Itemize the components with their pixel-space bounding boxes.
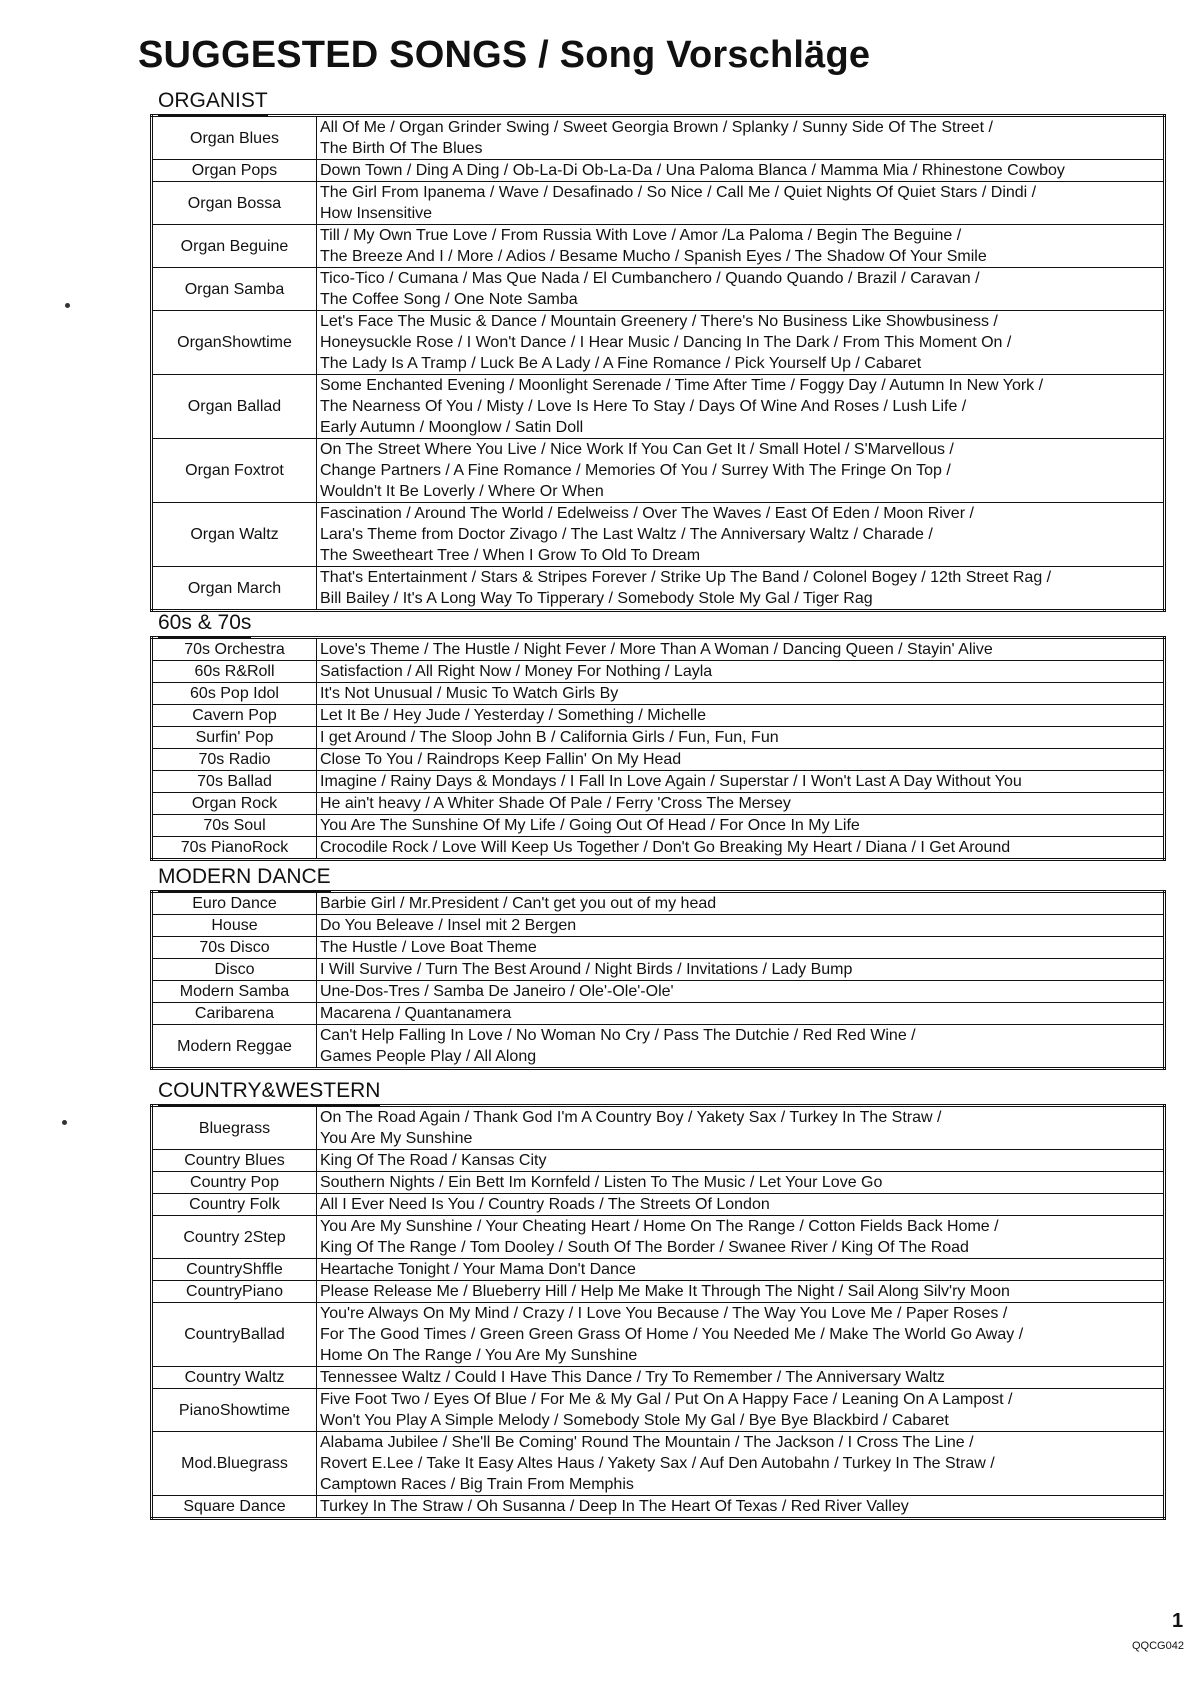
style-name: 70s PianoRock <box>152 837 317 860</box>
table-row <box>152 1194 1165 1216</box>
song-list <box>317 1216 1165 1259</box>
song-line: Une-Dos-Tres / Samba De Janeiro / Ole'-Ole'-Ole' <box>320 983 674 1000</box>
song-list <box>317 1150 1165 1172</box>
song-list <box>317 160 1165 182</box>
song-line: Home On The Range / You Are My Sunshine <box>320 1347 638 1364</box>
style-name: CountryBallad <box>152 1303 317 1367</box>
style-name: Country Waltz <box>152 1367 317 1389</box>
song-line: Love's Theme / The Hustle / Night Fever / More Than A Woman / Dancing Queen / Stayin' Alive <box>320 641 993 658</box>
style-name: Organ Waltz <box>152 503 317 567</box>
table-row <box>152 1106 1165 1150</box>
song-list <box>317 375 1165 439</box>
song-line: Tico-Tico / Cumana / Mas Que Nada / El Cumbanchero / Quando Quando / Brazil / Caravan / <box>320 270 980 287</box>
table-row <box>152 683 1165 705</box>
table-row <box>152 503 1165 567</box>
page-title: SUGGESTED SONGS / Song Vorschläge <box>138 34 871 76</box>
style-name: 60s R&Roll <box>152 661 317 683</box>
margin-punch-dot <box>65 303 70 308</box>
table-row <box>152 661 1165 683</box>
table-row <box>152 1367 1165 1389</box>
table-row <box>152 1259 1165 1281</box>
song-list <box>317 749 1165 771</box>
table-row <box>152 981 1165 1003</box>
table-row <box>152 182 1165 225</box>
song-line: Crocodile Rock / Love Will Keep Us Together / Don't Go Breaking My Heart / Diana / I Get Around <box>320 839 1011 856</box>
table-row <box>152 793 1165 815</box>
song-line: It's Not Unusual / Music To Watch Girls By <box>320 685 619 702</box>
margin-punch-dot <box>62 1120 67 1125</box>
table-row <box>152 837 1165 860</box>
style-name: Country Folk <box>152 1194 317 1216</box>
table-row <box>152 116 1165 160</box>
song-line: Lara's Theme from Doctor Zivago / The Last Waltz / The Anniversary Waltz / Charade / <box>320 526 933 543</box>
style-name: Country Blues <box>152 1150 317 1172</box>
song-list <box>317 892 1165 915</box>
song-line: Won't You Play A Simple Melody / Somebody Stole My Gal / Bye Bye Blackbird / Cabaret <box>320 1412 949 1429</box>
song-line: You Are The Sunshine Of My Life / Going Out Of Head / For Once In My Life <box>320 817 860 834</box>
style-name: 60s Pop Idol <box>152 683 317 705</box>
style-name: Organ Bossa <box>152 182 317 225</box>
song-line: King Of The Range / Tom Dooley / South Of The Border / Swanee River / King Of The Road <box>320 1239 969 1256</box>
song-line: On The Street Where You Live / Nice Work If You Can Get It / Small Hotel / S'Marvellous / <box>320 441 954 458</box>
song-list <box>317 771 1165 793</box>
song-line: I get Around / The Sloop John B / California Girls / Fun, Fun, Fun <box>320 729 779 746</box>
section-title: ORGANIST <box>158 88 268 116</box>
song-line: Macarena / Quantanamera <box>320 1005 512 1022</box>
song-line: The Birth Of The Blues <box>320 140 483 157</box>
table-row <box>152 1172 1165 1194</box>
style-name: Organ Rock <box>152 793 317 815</box>
style-name: Organ Ballad <box>152 375 317 439</box>
style-name: Organ Blues <box>152 116 317 160</box>
song-line: Let It Be / Hey Jude / Yesterday / Something / Michelle <box>320 707 706 724</box>
song-list <box>317 1303 1165 1367</box>
song-line: The Lady Is A Tramp / Luck Be A Lady / A Fine Romance / Pick Yourself Up / Cabaret <box>320 355 922 372</box>
song-line: Satisfaction / All Right Now / Money For Nothing / Layla <box>320 663 713 680</box>
song-list <box>317 638 1165 661</box>
table-row <box>152 705 1165 727</box>
style-name: 70s Orchestra <box>152 638 317 661</box>
song-list <box>317 937 1165 959</box>
style-name: 70s Ballad <box>152 771 317 793</box>
song-line: All Of Me / Organ Grinder Swing / Sweet Georgia Brown / Splanky / Sunny Side Of The Street / <box>320 119 993 136</box>
song-list <box>317 793 1165 815</box>
section-title: MODERN DANCE <box>158 864 331 892</box>
table-row <box>152 225 1165 268</box>
style-name: 70s Disco <box>152 937 317 959</box>
song-list <box>317 981 1165 1003</box>
song-line: Camptown Races / Big Train From Memphis <box>320 1476 634 1493</box>
section-country-western <box>150 1078 1166 1520</box>
song-list <box>317 1106 1165 1150</box>
song-line: Tennessee Waltz / Could I Have This Dance / Try To Remember / The Anniversary Waltz <box>320 1369 945 1386</box>
song-list <box>317 503 1165 567</box>
table-row <box>152 1025 1165 1069</box>
page-number: 1 <box>1172 1610 1184 1632</box>
song-line: Rovert E.Lee / Take It Easy Altes Haus / Yakety Sax / Auf Den Autobahn / Turkey In The Straw / <box>320 1455 995 1472</box>
table-row <box>152 567 1165 611</box>
song-line: Imagine / Rainy Days & Mondays / I Fall In Love Again / Superstar / I Won't Last A Day Without You <box>320 773 1022 790</box>
style-name: Modern Samba <box>152 981 317 1003</box>
song-line: That's Entertainment / Stars & Stripes Forever / Strike Up The Band / Colonel Bogey / 12th Street Rag / <box>320 569 1052 586</box>
table-row <box>152 959 1165 981</box>
song-line: You're Always On My Mind / Crazy / I Love You Because / The Way You Love Me / Paper Roses / <box>320 1305 1008 1322</box>
table-row <box>152 892 1165 915</box>
song-line: Change Partners / A Fine Romance / Memories Of You / Surrey With The Fringe On Top / <box>320 462 951 479</box>
style-name: Square Dance <box>152 1496 317 1519</box>
table-row <box>152 1216 1165 1259</box>
song-list <box>317 116 1165 160</box>
song-list <box>317 1496 1165 1519</box>
song-list <box>317 439 1165 503</box>
song-line: Games People Play / All Along <box>320 1048 537 1065</box>
song-list <box>317 815 1165 837</box>
table-row <box>152 1432 1165 1496</box>
style-name: Organ March <box>152 567 317 611</box>
table-row <box>152 311 1165 375</box>
section-60s-70s <box>150 610 1166 861</box>
song-list <box>317 1172 1165 1194</box>
table-row <box>152 1389 1165 1432</box>
table-row <box>152 815 1165 837</box>
song-line: On The Road Again / Thank God I'm A Country Boy / Yakety Sax / Turkey In The Straw / <box>320 1109 942 1126</box>
style-name: Cavern Pop <box>152 705 317 727</box>
section-organist <box>150 88 1166 612</box>
song-list <box>317 1389 1165 1432</box>
song-list <box>317 1281 1165 1303</box>
song-line: The Hustle / Love Boat Theme <box>320 939 537 956</box>
song-line: Down Town / Ding A Ding / Ob-La-Di Ob-La-Da / Una Paloma Blanca / Mamma Mia / Rhinestone Cowboy <box>320 162 1065 179</box>
table-row <box>152 439 1165 503</box>
style-name: Mod.Bluegrass <box>152 1432 317 1496</box>
style-name: CountryPiano <box>152 1281 317 1303</box>
table-row <box>152 727 1165 749</box>
table-row <box>152 268 1165 311</box>
style-name: Organ Beguine <box>152 225 317 268</box>
style-name: Modern Reggae <box>152 1025 317 1069</box>
song-line: Fascination / Around The World / Edelweiss / Over The Waves / East Of Eden / Moon River / <box>320 505 974 522</box>
song-list <box>317 837 1165 860</box>
song-line: Please Release Me / Blueberry Hill / Help Me Make It Through The Night / Sail Along Silv'ry Moon <box>320 1283 1010 1300</box>
style-name: CountryShffle <box>152 1259 317 1281</box>
song-line: Can't Help Falling In Love / No Woman No Cry / Pass The Dutchie / Red Red Wine / <box>320 1027 916 1044</box>
song-list <box>317 683 1165 705</box>
table-row <box>152 771 1165 793</box>
song-list <box>317 1194 1165 1216</box>
section-title: 60s & 70s <box>158 610 251 638</box>
song-line: Till / My Own True Love / From Russia With Love / Amor /La Paloma / Begin The Beguine / <box>320 227 962 244</box>
song-line: The Breeze And I / More / Adios / Besame Mucho / Spanish Eyes / The Shadow Of Your Smile <box>320 248 987 265</box>
song-line: The Nearness Of You / Misty / Love Is Here To Stay / Days Of Wine And Roses / Lush Life / <box>320 398 967 415</box>
section-modern-dance <box>150 864 1166 1070</box>
style-name: Country 2Step <box>152 1216 317 1259</box>
style-name: Bluegrass <box>152 1106 317 1150</box>
style-name: Caribarena <box>152 1003 317 1025</box>
song-list <box>317 1259 1165 1281</box>
song-list <box>317 727 1165 749</box>
style-name: Organ Samba <box>152 268 317 311</box>
table-row <box>152 937 1165 959</box>
song-list <box>317 182 1165 225</box>
song-list <box>317 225 1165 268</box>
song-list <box>317 311 1165 375</box>
style-name: Country Pop <box>152 1172 317 1194</box>
table-row <box>152 160 1165 182</box>
style-name: Disco <box>152 959 317 981</box>
song-line: Southern Nights / Ein Bett Im Kornfeld / Listen To The Music / Let Your Love Go <box>320 1174 883 1191</box>
song-table <box>150 890 1166 1070</box>
song-list <box>317 915 1165 937</box>
song-line: King Of The Road / Kansas City <box>320 1152 547 1169</box>
song-line: You Are My Sunshine / Your Cheating Heart / Home On The Range / Cotton Fields Back Home / <box>320 1218 999 1235</box>
style-name: 70s Soul <box>152 815 317 837</box>
song-line: All I Ever Need Is You / Country Roads / The Streets Of London <box>320 1196 770 1213</box>
song-list <box>317 661 1165 683</box>
song-line: For The Good Times / Green Green Grass Of Home / You Needed Me / Make The World Go Away / <box>320 1326 1024 1343</box>
song-line: Bill Bailey / It's A Long Way To Tipperary / Somebody Stole My Gal / Tiger Rag <box>320 590 873 607</box>
song-line: Five Foot Two / Eyes Of Blue / For Me & My Gal / Put On A Happy Face / Leaning On A Lampost / <box>320 1391 1013 1408</box>
song-list <box>317 705 1165 727</box>
song-list <box>317 1367 1165 1389</box>
table-row <box>152 1496 1165 1519</box>
song-line: Heartache Tonight / Your Mama Don't Dance <box>320 1261 636 1278</box>
song-line: Close To You / Raindrops Keep Fallin' On My Head <box>320 751 682 768</box>
song-line: Early Autumn / Moonglow / Satin Doll <box>320 419 584 436</box>
song-list <box>317 567 1165 611</box>
style-name: Euro Dance <box>152 892 317 915</box>
page-code: QQCG042 <box>1132 1640 1184 1652</box>
style-name: Organ Pops <box>152 160 317 182</box>
song-line: The Girl From Ipanema / Wave / Desafinado / So Nice / Call Me / Quiet Nights Of Quiet Stars / Dindi / <box>320 184 1037 201</box>
song-line: The Coffee Song / One Note Samba <box>320 291 578 308</box>
song-line: Turkey In The Straw / Oh Susanna / Deep In The Heart Of Texas / Red River Valley <box>320 1498 909 1515</box>
song-line: Barbie Girl / Mr.President / Can't get you out of my head <box>320 895 717 912</box>
song-table <box>150 636 1166 861</box>
song-list <box>317 268 1165 311</box>
song-table <box>150 114 1166 612</box>
table-row <box>152 1150 1165 1172</box>
style-name: Surfin' Pop <box>152 727 317 749</box>
song-line: Let's Face The Music & Dance / Mountain Greenery / There's No Business Like Showbusiness / <box>320 313 998 330</box>
song-list <box>317 959 1165 981</box>
song-line: He ain't heavy / A Whiter Shade Of Pale / Ferry 'Cross The Mersey <box>320 795 791 812</box>
song-line: Do You Beleave / Insel mit 2 Bergen <box>320 917 577 934</box>
table-row <box>152 638 1165 661</box>
section-title: COUNTRY&WESTERN <box>158 1078 380 1106</box>
song-line: How Insensitive <box>320 205 433 222</box>
song-line: Some Enchanted Evening / Moonlight Serenade / Time After Time / Foggy Day / Autumn In New York / <box>320 377 1044 394</box>
style-name: OrganShowtime <box>152 311 317 375</box>
table-row <box>152 915 1165 937</box>
table-row <box>152 1303 1165 1367</box>
table-row <box>152 749 1165 771</box>
song-list <box>317 1025 1165 1069</box>
style-name: PianoShowtime <box>152 1389 317 1432</box>
song-line: You Are My Sunshine <box>320 1130 473 1147</box>
style-name: 70s Radio <box>152 749 317 771</box>
song-line: The Sweetheart Tree / When I Grow To Old To Dream <box>320 547 701 564</box>
song-line: Honeysuckle Rose / I Won't Dance / I Hear Music / Dancing In The Dark / From This Moment On / <box>320 334 1012 351</box>
song-table <box>150 1104 1166 1520</box>
song-line: Wouldn't It Be Loverly / Where Or When <box>320 483 604 500</box>
table-row <box>152 1003 1165 1025</box>
song-line: I Will Survive / Turn The Best Around / Night Birds / Invitations / Lady Bump <box>320 961 853 978</box>
song-list <box>317 1432 1165 1496</box>
song-list <box>317 1003 1165 1025</box>
table-row <box>152 375 1165 439</box>
table-row <box>152 1281 1165 1303</box>
song-line: Alabama Jubilee / She'll Be Coming' Round The Mountain / The Jackson / I Cross The Line / <box>320 1434 974 1451</box>
style-name: House <box>152 915 317 937</box>
style-name: Organ Foxtrot <box>152 439 317 503</box>
